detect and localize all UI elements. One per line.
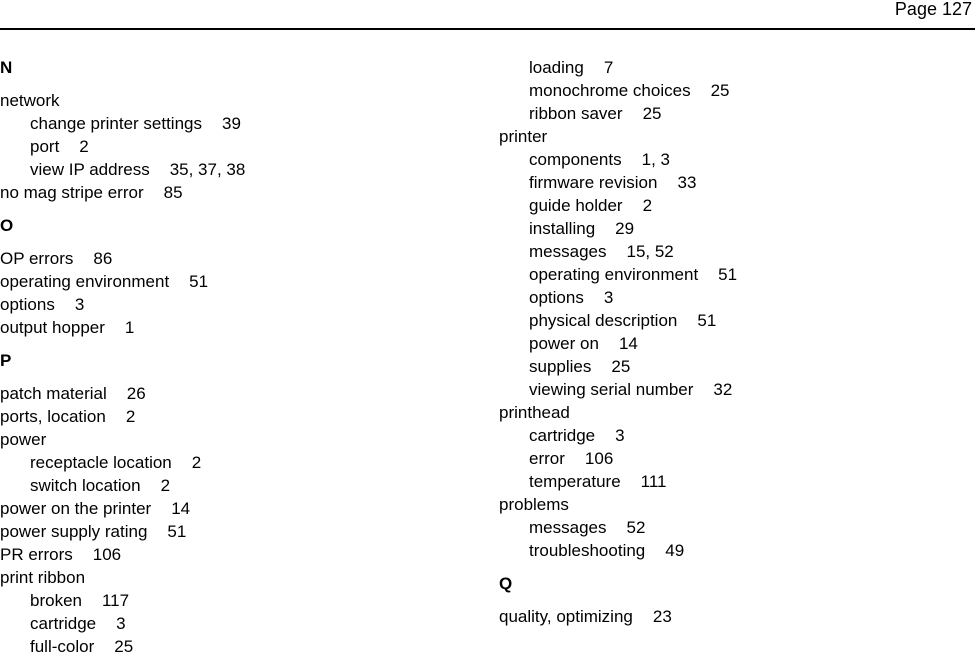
index-page-refs[interactable]: 52 <box>626 518 646 537</box>
index-page-refs[interactable]: 14 <box>171 499 191 518</box>
index-term: operating environment <box>0 272 170 291</box>
index-term: problems <box>499 495 569 514</box>
index-term: troubleshooting <box>529 541 646 560</box>
index-term: print ribbon <box>0 568 86 587</box>
index-subentry <box>499 79 969 102</box>
index-term: temperature <box>529 472 621 491</box>
index-term: cartridge <box>529 426 596 445</box>
index-subentry <box>0 135 480 158</box>
index-term: components <box>529 150 622 169</box>
index-page-refs[interactable]: 2 <box>191 453 202 472</box>
index-subentry <box>499 240 969 263</box>
index-term: PR errors <box>0 545 73 564</box>
index-subentry <box>499 424 969 447</box>
index-entry <box>0 247 480 270</box>
index-entry <box>499 605 969 628</box>
index-page-refs[interactable]: 32 <box>713 380 733 399</box>
index-term: power <box>0 430 47 449</box>
page-header <box>0 0 975 30</box>
index-entry <box>0 89 480 112</box>
index-entry <box>0 181 480 204</box>
index-term: error <box>529 449 565 468</box>
index-entry <box>0 566 480 589</box>
index-term: full-color <box>30 637 95 656</box>
index-term: change printer settings <box>30 114 202 133</box>
index-section-letter: O <box>0 216 14 235</box>
index-page-refs[interactable]: 1 <box>124 318 135 337</box>
index-subentry <box>0 635 480 658</box>
index-section-letter: Q <box>499 574 513 593</box>
index-page-refs[interactable]: 51 <box>167 522 187 541</box>
index-term: power supply rating <box>0 522 148 541</box>
index-term: installing <box>529 219 596 238</box>
index-page-refs[interactable]: 51 <box>718 265 738 284</box>
index-term: ports, location <box>0 407 106 426</box>
index-term: output hopper <box>0 318 105 337</box>
index-subentry <box>499 332 969 355</box>
index-page-refs[interactable]: 33 <box>677 173 697 192</box>
index-term: power on the printer <box>0 499 152 518</box>
index-page-refs[interactable]: 7 <box>603 58 614 77</box>
index-term: patch material <box>0 384 107 403</box>
index-term: network <box>0 91 60 110</box>
index-subentry <box>499 217 969 240</box>
section-gap <box>499 595 969 605</box>
index-page-refs[interactable]: 106 <box>584 449 614 468</box>
index-page-refs[interactable]: 1, 3 <box>641 150 670 169</box>
index-subentry <box>499 378 969 401</box>
index-term: loading <box>529 58 584 77</box>
index-page-refs[interactable]: 3 <box>615 426 625 445</box>
index-term: ribbon saver <box>529 104 623 123</box>
index-entry <box>0 405 480 428</box>
index-page-refs[interactable]: 15, 52 <box>626 242 674 261</box>
index-term: firmware revision <box>529 173 658 192</box>
index-subentry <box>499 171 969 194</box>
index-subentry <box>499 148 969 171</box>
index-page-refs[interactable]: 86 <box>93 249 113 268</box>
index-page-refs[interactable]: 117 <box>101 591 130 610</box>
index-term: printhead <box>499 403 570 422</box>
index-page-refs[interactable]: 2 <box>642 196 653 215</box>
index-subentry <box>0 474 480 497</box>
index-page-refs[interactable]: 2 <box>79 137 89 156</box>
index-subentry <box>499 309 969 332</box>
index-subentry <box>499 102 969 125</box>
section-gap <box>0 372 480 382</box>
index-term: quality, optimizing <box>499 607 633 626</box>
index-subentry <box>0 158 480 181</box>
index-subentry <box>499 263 969 286</box>
index-subentry <box>499 194 969 217</box>
index-entry <box>499 125 969 148</box>
index-subentry <box>499 516 969 539</box>
section-gap <box>0 237 480 247</box>
index-term: guide holder <box>529 196 623 215</box>
index-term: supplies <box>529 357 592 376</box>
index-subentry <box>0 589 480 612</box>
index-term: options <box>529 288 584 307</box>
index-page-refs[interactable]: 85 <box>163 183 183 202</box>
index-entry <box>0 543 480 566</box>
index-term: viewing serial number <box>529 380 694 399</box>
section-gap <box>0 339 480 349</box>
index-subentry <box>499 470 969 493</box>
page-number: Page 127 <box>894 0 972 19</box>
index-entry <box>0 497 480 520</box>
index-page-refs[interactable]: 25 <box>611 357 631 376</box>
index-section-letter: P <box>0 351 12 370</box>
index-column-right <box>499 56 969 628</box>
index-term: messages <box>529 242 607 261</box>
index-term: port <box>30 137 60 156</box>
index-entry <box>0 270 480 293</box>
index-term: OP errors <box>0 249 74 268</box>
index-term: receptacle location <box>30 453 172 472</box>
index-term: switch location <box>30 476 141 495</box>
index-entry <box>499 401 969 424</box>
index-page-refs[interactable]: 51 <box>697 311 717 330</box>
index-section-letter: N <box>0 58 13 77</box>
index-subentry <box>0 112 480 135</box>
index-subentry <box>499 447 969 470</box>
index-term: options <box>0 295 55 314</box>
index-subentry <box>499 56 969 79</box>
index-term: cartridge <box>30 614 97 633</box>
index-column-left <box>0 56 480 658</box>
section-gap <box>0 204 480 214</box>
index-page-refs[interactable]: 111 <box>640 472 667 491</box>
index-page-refs[interactable]: 3 <box>603 288 614 307</box>
index-term: broken <box>30 591 82 610</box>
index-page-refs[interactable]: 51 <box>189 272 209 291</box>
index-page-refs[interactable]: 3 <box>74 295 85 314</box>
index-term: messages <box>529 518 607 537</box>
index-subentry <box>499 286 969 309</box>
index-term: no mag stripe error <box>0 183 144 202</box>
index-subentry <box>499 355 969 378</box>
index-entry <box>0 293 480 316</box>
index-term: physical description <box>529 311 678 330</box>
section-gap <box>499 562 969 572</box>
index-term: monochrome choices <box>529 81 691 100</box>
index-entry <box>0 520 480 543</box>
index-entry <box>0 428 480 451</box>
index-page-refs[interactable]: 25 <box>114 637 134 656</box>
index-subentry <box>499 539 969 562</box>
index-page-refs[interactable]: 23 <box>652 607 672 626</box>
index-subentry <box>0 612 480 635</box>
index-page-refs[interactable]: 39 <box>222 114 241 133</box>
index-page-refs[interactable]: 14 <box>618 334 638 353</box>
index-term: operating environment <box>529 265 699 284</box>
index-page-refs[interactable]: 29 <box>615 219 635 238</box>
index-page-refs[interactable]: 2 <box>160 476 171 495</box>
index-entry <box>499 493 969 516</box>
index-page-refs[interactable]: 106 <box>92 545 122 564</box>
index-page-refs[interactable]: 2 <box>125 407 136 426</box>
index-page-refs[interactable]: 25 <box>642 104 662 123</box>
index-page-refs[interactable]: 3 <box>116 614 126 633</box>
section-gap <box>0 79 480 89</box>
index-term: power on <box>529 334 599 353</box>
index-page-refs[interactable]: 35, 37, 38 <box>169 160 246 179</box>
index-page-refs[interactable]: 26 <box>126 384 146 403</box>
index-entry <box>0 382 480 405</box>
index-subentry <box>0 451 480 474</box>
index-term: view IP address <box>30 160 150 179</box>
index-term: printer <box>499 127 548 146</box>
index-page-refs[interactable]: 25 <box>710 81 730 100</box>
index-page-refs[interactable]: 49 <box>665 541 685 560</box>
index-entry <box>0 316 480 339</box>
